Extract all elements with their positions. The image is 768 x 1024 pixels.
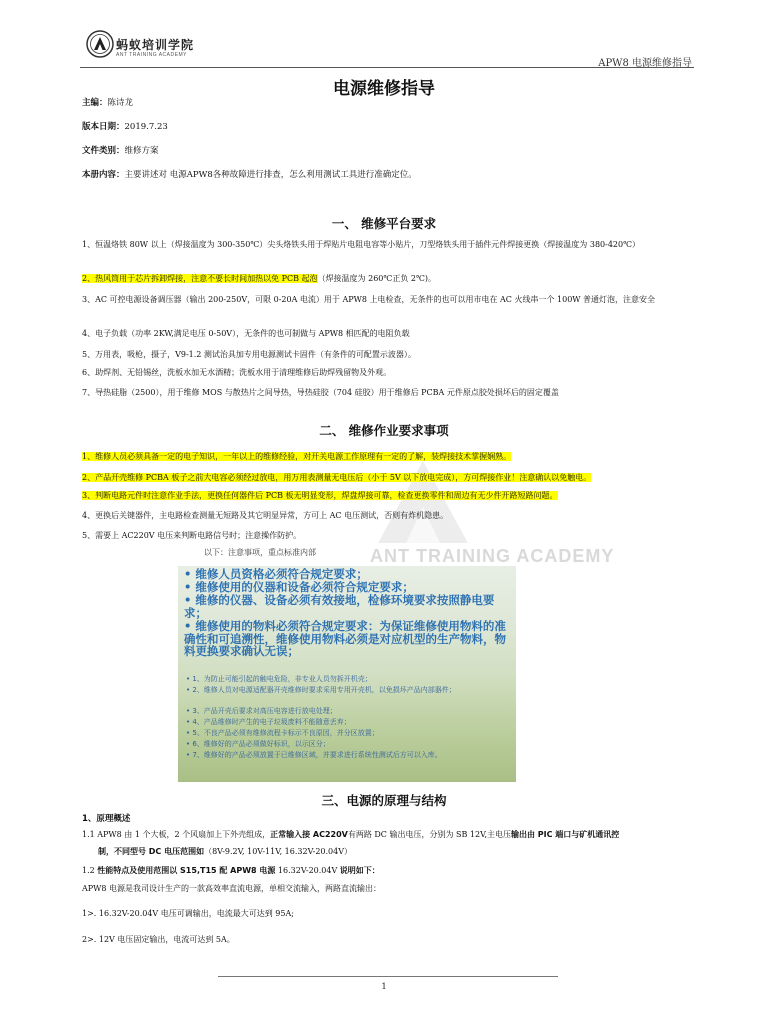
meta-value: 2019.7.23 [124, 122, 168, 132]
text-run: 16.32V-20.04V [277, 866, 338, 875]
footer-divider [218, 976, 558, 977]
subsection-heading: 1、原理概述 [82, 814, 131, 824]
highlighted-text: 1、维修人员必须具备一定的电子知识，一年以上的维修经验，对开关电源工作原理有一定的了解，装焊接技术掌握娴熟。 [82, 452, 512, 461]
list-item: 4、更换后关键器件，主电路检查测量无短路及其它明显异常，方可上 AC 电压测试，否则有炸机隐患。 [82, 511, 449, 520]
logo [86, 30, 196, 66]
watermark-text: ANT TRAINING ACADEMY [370, 546, 615, 566]
list-item: 5、需要上 AC220V 电压来判断电路信号时；注意操作防护。 [82, 531, 302, 540]
page-number: 1 [381, 982, 387, 991]
image-rule-large: • 维修使用的仪器和设备必须符合规定要求； [184, 580, 414, 594]
logo-english-name: ANT TRAINING ACADEMY [116, 52, 187, 58]
text-run-bold: 制，不同型号 DC 电压范围如 [98, 847, 205, 856]
header-document-name: APW8 电源维修指导 [598, 58, 692, 69]
text-run-bold: 说明如下： [339, 866, 380, 875]
image-rule-small: • 5、不良产品必须有维修流程卡标示不良原因，并分区放置； [186, 729, 379, 737]
image-rule-small: • 6、维修好的产品必须做好标识，以示区分； [186, 740, 330, 748]
section-heading-platform: 一、 维修平台要求 [331, 216, 437, 231]
image-rule-small: • 2、维修人员对电源适配器开壳维修时要求采用专用开壳机，以免损坏产品内部器件； [186, 686, 456, 694]
text-run: 1.1 APW8 由 1 个大板，2 个风扇加上下外壳组成， [82, 830, 271, 839]
highlighted-text: 2、产品开壳维修 PCBA 板子之前大电容必须经过放电，用万用表测量无电压后（小于 5V 以下放电完成），方可焊接作业！注意确认以免触电。 [82, 473, 592, 482]
paragraph [82, 826, 694, 843]
paragraph [82, 862, 694, 879]
list-item [82, 469, 694, 486]
text-run: 有两路 DC 输出电压，分别为 SB 12V,主电压 [347, 830, 512, 839]
list-item: 1、恒温烙铁 80W 以上（焊接温度为 300-350℃）尖头烙铁头用于焊贴片电阻电容等小贴片，刀型烙铁头用于插件元件焊接更换（焊接温度为 380-420℃） [82, 240, 641, 249]
meta-label: 主编： [82, 98, 108, 108]
image-caption: 以下：注意事项，重点标准内部 [204, 548, 316, 557]
section-heading-requirements: 二、 维修作业要求事项 [319, 423, 449, 438]
image-rule-large: • 维修的仪器、设备必须有效接地，检修环境要求按照静电要求； [184, 593, 495, 620]
image-rule-large: • 维修人员资格必须符合规定要求； [184, 567, 368, 581]
text-run-bold: 性能特点及使用范围以 S15,T15 配 APW8 电源 [97, 866, 276, 875]
image-rule-small: • 3、产品开壳后要求对高压电容进行放电处理； [186, 707, 337, 715]
section-heading-principle: 三、电源的原理与结构 [321, 793, 447, 808]
text-run-bold: 正常输入接 AC220V [270, 830, 348, 839]
meta-version-date [82, 121, 168, 133]
meta-label: 文件类别： [82, 146, 125, 156]
text-run: （8V-9.2V, 10V-11V, 16.32V-20.04V） [204, 847, 353, 856]
paragraph [98, 843, 694, 860]
list-item [82, 448, 694, 465]
meta-label: 本册内容： [82, 170, 125, 180]
list-item [82, 487, 694, 504]
item-text: （焊接温度为 260℃正负 2℃)。 [317, 274, 437, 283]
meta-content-summary [82, 169, 417, 181]
meta-file-category [82, 145, 159, 157]
highlighted-text: 3、判断电路元件时注意作业手法，更换任何器件后 PCB 板无明显变形，焊盘焊接可靠，检查更换零件和周边有无少件开路短路问题。 [82, 491, 558, 500]
meta-value: 陈诗龙 [107, 98, 134, 108]
image-rule-small: • 1、为防止可能引起的触电危险，非专业人员勿拆开机壳； [186, 675, 372, 683]
paragraph: APW8 电源是我司设计生产的一款高效率直流电源，单相交流输入，两路直流输出： [82, 884, 382, 893]
text-run: 1.2 [82, 866, 98, 875]
list-item: 6、助焊剂、无铅锡丝，洗板水加无水酒精；洗板水用于清理维修后助焊残留物及外观。 [82, 368, 392, 377]
list-item: 3、AC 可控电源设备调压器（输出 200-250V，可限 0-20A 电流）用于 APW8 上电检查，无条件的也可以用市电在 AC 火线串一个 100W 普通灯泡，注意安全 [82, 295, 656, 304]
text-run-bold: 输出由 PIC 端口与矿机通讯控 [511, 830, 620, 839]
paragraph: 1>. 16.32V-20.04V 电压可调输出，电流最大可达到 95A; [82, 909, 294, 918]
list-item: 5、万用表，吸枪，摄子，V9-1.2 测试治具加专用电源测试卡固件（有条件的可配置示波器）。 [82, 350, 416, 359]
academy-emblem-icon [86, 30, 114, 58]
meta-editor [82, 97, 133, 109]
image-rule-small: • 7、维修好的产品必须放置于已维修区域，并要求进行系统性测试后方可以入库。 [186, 751, 442, 759]
list-item [82, 270, 694, 287]
meta-label: 版本日期： [82, 122, 125, 132]
meta-value: 主要讲述对 电源APW8各种故障进行排查，怎么利用测试工具进行准确定位。 [124, 170, 417, 180]
list-item: 4、电子负载（功率 2KW,满足电压 0-50V），无条件的也可制做与 APW8 相匹配的电阻负载 [82, 329, 410, 338]
highlighted-text: 2、热风筒用于芯片拆卸焊接，注意不要长时间加热以免 PCB 起泡 [82, 274, 318, 283]
list-item: 7、导热硅脂（2500），用于维修 MOS 与散热片之间导热，导热硅胶（704 硅胶）用于维修后 PCBA 元件原点胶处损坏后的固定覆盖 [82, 388, 559, 397]
image-rule-large: • 维修使用的物料必须符合规定要求：为保证维修使用物料的准确性和可追溯性，维修使用物料必须是对应机型的生产物料，物料更换要求确认无误； [184, 619, 506, 658]
document-title: 电源维修指导 [333, 79, 435, 99]
paragraph: 2>. 12V 电压固定输出，电流可达到 5A。 [82, 935, 235, 944]
image-rule-small: • 4、产品维修时产生的电子垃圾废料不能随意丢弃； [186, 718, 351, 726]
meta-value: 维修方案 [124, 146, 159, 156]
maintenance-rules-image [178, 566, 516, 782]
header-divider [80, 67, 694, 68]
logo-chinese-name: 蚂蚁培训学院 [116, 38, 195, 52]
